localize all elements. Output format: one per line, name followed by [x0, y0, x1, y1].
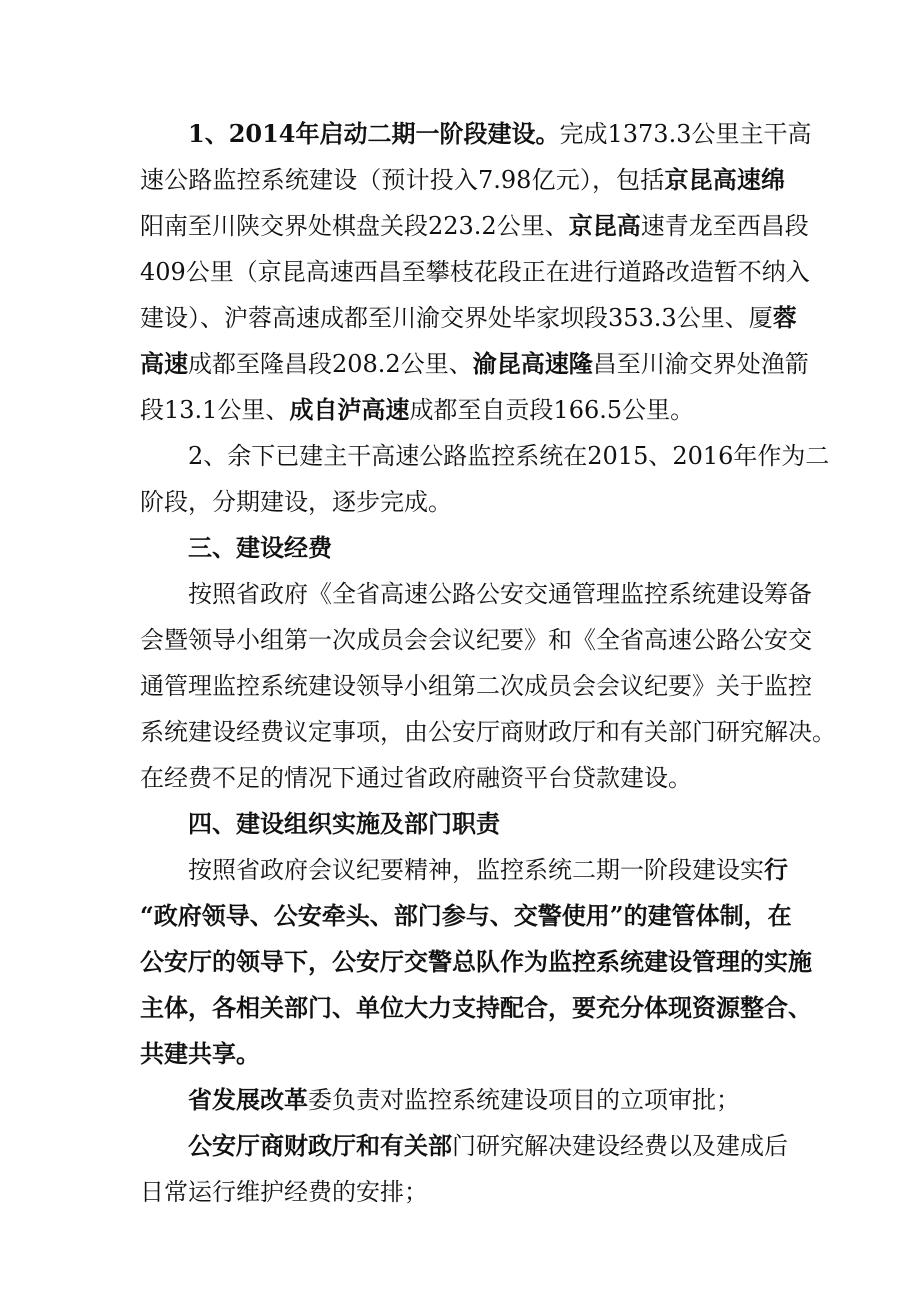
bold-phrase: 渝昆高速隆 — [472, 349, 593, 378]
paragraph-line: 速公路监控系统建设（预计投入7.98亿元），包括京昆高速绵 — [140, 165, 786, 194]
paragraph-line: 2、余下已建主干高速公路监控系统在2015、2016年作为二 — [188, 442, 830, 470]
paragraph-line: 1、2014年启动二期一阶段建设。完成1373.3公里主干高 — [188, 119, 812, 148]
paragraph-line: 日常运行维护经费的安排； — [140, 1178, 428, 1206]
section-heading: 四、建设组织实施及部门职责 — [188, 809, 500, 838]
bold-phrase: 成自泸高速 — [289, 395, 410, 424]
section-heading: 三、建设经费 — [188, 533, 332, 562]
bold-phrase: 京昆高 — [568, 211, 641, 240]
bold-phrase: 行 — [764, 855, 788, 884]
paragraph-line: 主体，各相关部门、单位大力支持配合，要充分体现资源整合、 — [140, 993, 812, 1022]
paragraph-line: 公安厅商财政厅和有关部门研究解决建设经费以及建成后 — [188, 1131, 788, 1160]
bold-phrase: 蓉 — [772, 303, 797, 332]
bold-phrase: 省发展改革 — [188, 1085, 308, 1114]
paragraph-line: 阶段，分期建设，逐步完成。 — [140, 488, 452, 516]
bold-phrase: 京昆高速绵 — [664, 165, 786, 194]
bold-phrase: 高速 — [140, 349, 188, 378]
paragraph-line: 建设）、沪蓉高速成都至川渝交界处毕家坝段353.3公里、厦蓉 — [140, 303, 797, 332]
paragraph-line: 公安厅的领导下，公安厅交警总队作为监控系统建设管理的实施 — [140, 947, 812, 976]
paragraph-line: 409公里（京昆高速西昌至攀枝花段正在进行道路改造暂不纳入 — [140, 258, 810, 286]
paragraph-line: 按照省政府会议纪要精神，监控系统二期一阶段建设实行 — [188, 855, 788, 884]
paragraph-line: 省发展改革委负责对监控系统建设项目的立项审批； — [188, 1085, 740, 1114]
paragraph-line: 会暨领导小组第一次成员会会议纪要》和《全省高速公路公安交 — [140, 626, 812, 654]
paragraph-line: 段13.1公里、成自泸高速成都至自贡段166.5公里。 — [140, 395, 695, 424]
paragraph-line: 阳南至川陕交界处棋盘关段223.2公里、京昆高速青龙至西昌段 — [140, 211, 809, 240]
paragraph-line: 在经费不足的情况下通过省政府融资平台贷款建设。 — [140, 764, 692, 792]
bold-phrase: 公安厅商财政厅和有关部 — [188, 1131, 452, 1160]
bold-phrase: 1、2014年启动二期一阶段建设。 — [188, 119, 560, 148]
paragraph-line: 系统建设经费议定事项，由公安厅商财政厅和有关部门研究解决。 — [140, 718, 836, 746]
paragraph-line: “政府领导、公安牵头、部门参与、交警使用”的建管体制，在 — [140, 901, 792, 930]
paragraph-line: 通管理监控系统建设领导小组第二次成员会会议纪要》关于监控 — [140, 672, 812, 700]
paragraph-line: 高速成都至隆昌段208.2公里、渝昆高速隆昌至川渝交界处渔箭 — [140, 349, 809, 378]
paragraph-line: 按照省政府《全省高速公路公安交通管理监控系统建设筹备 — [188, 580, 812, 608]
paragraph-line: 共建共享。 — [140, 1039, 260, 1068]
